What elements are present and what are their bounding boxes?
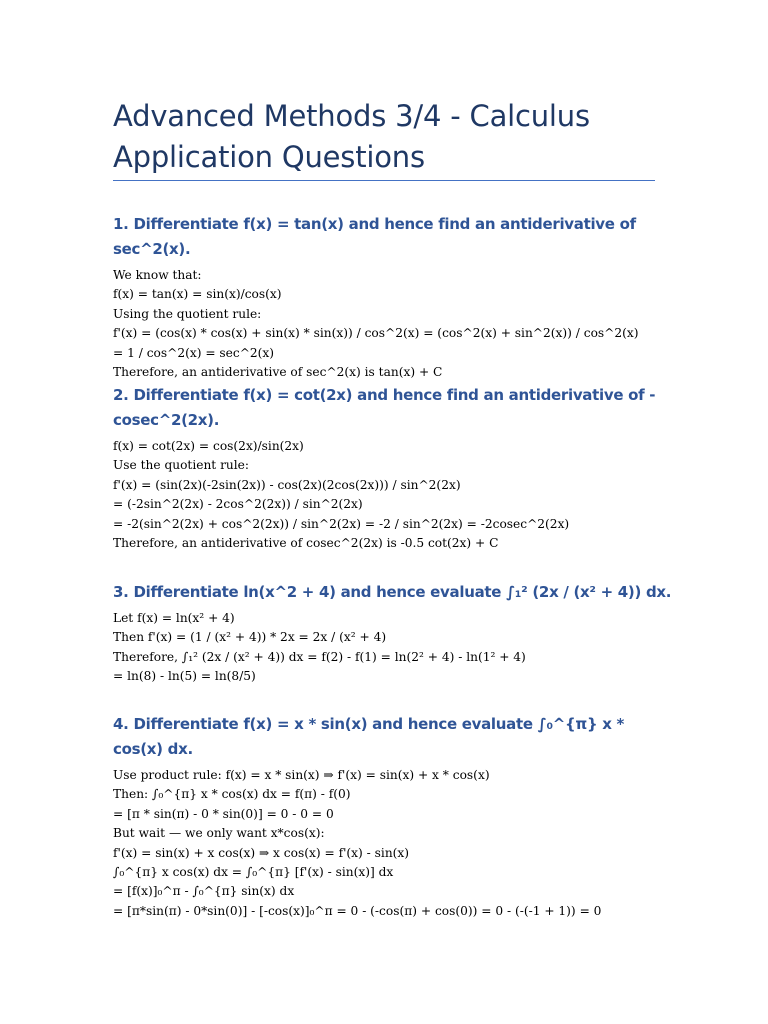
question-2 (113, 383, 673, 553)
question-2-line: = -2(sin^2(2x) + cos^2(2x)) / sin^2(2x) = -2 / sin^2(2x) = -2cosec^2(2x) (113, 516, 570, 531)
question-1-line: We know that: (113, 268, 202, 282)
question-4-line: = [f(x)]₀^π - ∫₀^{π} sin(x) dx (113, 884, 295, 899)
question-4-line: f'(x) = sin(x) + x cos(x) ⇒ x cos(x) = f'(x) - sin(x) (113, 845, 410, 860)
question-1-line: f(x) = tan(x) = sin(x)/cos(x) (113, 287, 282, 302)
question-4-line: But wait — we only want x*cos(x): (113, 826, 325, 841)
question-4-line: = [π * sin(π) - 0 * sin(0)] = 0 - 0 = 0 (113, 806, 334, 821)
question-2-line: Use the quotient rule: (113, 458, 249, 473)
question-4-heading: 4. Differentiate f(x) = x * sin(x) and hence evaluate ∫₀^{π} x * cos(x) dx. (113, 715, 625, 758)
question-3-line: Let f(x) = ln(x² + 4) (113, 611, 235, 625)
title-underline (113, 180, 655, 181)
question-3-line: Therefore, ∫₁² (2x / (x² + 4)) dx = f(2) - f(1) = ln(2² + 4) - ln(1² + 4) (113, 649, 526, 664)
question-3-line: Then f'(x) = (1 / (x² + 4)) * 2x = 2x / (x² + 4) (113, 630, 387, 645)
question-4-line: Use product rule: f(x) = x * sin(x) ⇒ f'(x) = sin(x) + x * cos(x) (113, 768, 490, 782)
question-4-line: = [π*sin(π) - 0*sin(0)] - [-cos(x)]₀^π = 0 - (-cos(π) + cos(0)) = 0 - (-(-1 + 1)) = 0 (113, 903, 602, 918)
question-2-line: Therefore, an antiderivative of cosec^2(2x) is -0.5 cot(2x) + C (113, 536, 499, 551)
question-1-line: Using the quotient rule: (113, 306, 262, 321)
question-1-line: f'(x) = (cos(x) * cos(x) + sin(x) * sin(x)) / cos^2(x) = (cos^2(x) + sin^2(x)) / cos^2(x) (113, 326, 639, 341)
question-3-heading: 3. Differentiate ln(x^2 + 4) and hence evaluate ∫₁² (2x / (x² + 4)) dx. (113, 583, 672, 601)
question-2-heading: 2. Differentiate f(x) = cot(2x) and hence find an antiderivative of -cosec^2(2x). (113, 386, 656, 429)
question-4-line: ∫₀^{π} x cos(x) dx = ∫₀^{π} [f'(x) - sin(x)] dx (113, 865, 394, 880)
question-1 (113, 212, 673, 382)
question-1-line: Therefore, an antiderivative of sec^2(x) is tan(x) + C (113, 365, 443, 380)
question-4-line: Then: ∫₀^{π} x * cos(x) dx = f(π) - f(0) (113, 787, 351, 802)
document-title: Advanced Methods 3/4 - Calculus Application Questions (113, 99, 590, 174)
question-4 (113, 712, 673, 921)
question-2-line: = (-2sin^2(2x) - 2cos^2(2x)) / sin^2(2x) (113, 497, 363, 512)
question-2-line: f(x) = cot(2x) = cos(2x)/sin(2x) (113, 439, 304, 453)
question-1-heading: 1. Differentiate f(x) = tan(x) and hence find an antiderivative of sec^2(x). (113, 215, 636, 258)
question-3-line: = ln(8) - ln(5) = ln(8/5) (113, 669, 256, 684)
question-1-line: = 1 / cos^2(x) = sec^2(x) (113, 345, 275, 360)
question-3 (113, 580, 673, 687)
question-2-line: f'(x) = (sin(2x)(-2sin(2x)) - cos(2x)(2cos(2x))) / sin^2(2x) (113, 477, 461, 492)
